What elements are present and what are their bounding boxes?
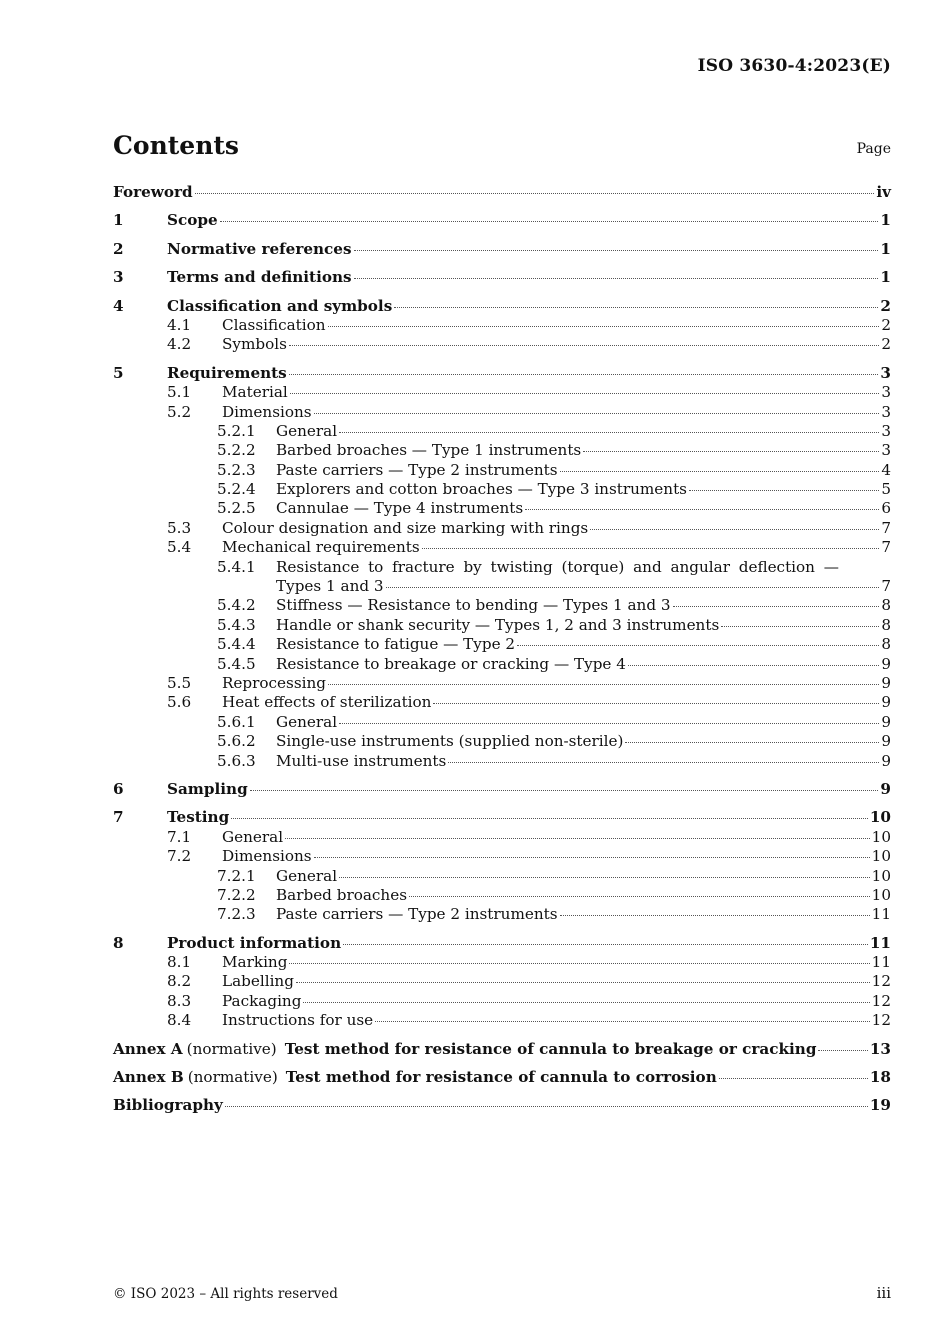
dot-leader <box>289 345 879 346</box>
section-number: 8.4 <box>167 1011 192 1030</box>
title-word: (torque) <box>561 557 625 576</box>
section-title: Mechanical requirements <box>222 538 420 557</box>
dot-leader <box>394 307 878 308</box>
section-title: General <box>222 827 284 846</box>
page-ref: 3 <box>881 383 891 402</box>
toc-entry[interactable] <box>113 953 891 972</box>
section-number: 5.2.3 <box>217 460 256 479</box>
section-number: 5 <box>113 363 124 382</box>
dot-leader <box>328 326 880 327</box>
section-title: Dimensions <box>222 402 312 421</box>
toc-entry[interactable] <box>113 538 891 557</box>
dot-leader <box>590 529 879 530</box>
section-number: 4.2 <box>167 335 192 354</box>
toc-entry[interactable] <box>113 867 891 886</box>
section-number: 5.4.5 <box>217 654 256 673</box>
title-word: Resistance <box>276 557 360 576</box>
dot-leader <box>422 548 880 549</box>
section-title: Normative references <box>167 239 352 258</box>
section-title: Sampling <box>167 779 248 798</box>
section-title: Packaging <box>222 991 302 1010</box>
title-word: by <box>463 557 482 576</box>
table-of-contents <box>113 183 891 1116</box>
title-word: to <box>368 557 384 576</box>
dot-leader <box>231 818 868 819</box>
toc-entry[interactable] <box>113 422 891 441</box>
dot-leader <box>314 857 870 858</box>
section-number: 5.2.4 <box>217 480 256 499</box>
dot-leader <box>339 877 870 878</box>
dot-leader <box>409 896 870 897</box>
page-ref: 3 <box>881 421 891 440</box>
dot-leader <box>525 509 879 510</box>
page-ref: 8 <box>881 615 891 634</box>
section-title: Resistance to breakage or cracking — Type 4 <box>276 654 626 673</box>
dot-leader <box>314 413 880 414</box>
toc-entry[interactable] <box>113 934 891 953</box>
page-ref: 9 <box>881 712 891 731</box>
section-title: Reprocessing <box>222 673 326 692</box>
section-number: 5.4.4 <box>217 635 256 654</box>
section-title: Symbols <box>222 335 287 354</box>
section-title: Classification <box>222 315 326 334</box>
title-word: fracture <box>392 557 455 576</box>
dot-leader <box>285 838 870 839</box>
section-number: 6 <box>113 779 124 798</box>
dot-leader <box>375 1021 870 1022</box>
dot-leader <box>354 278 879 279</box>
dot-leader <box>220 221 879 222</box>
page-ref: 3 <box>881 441 891 460</box>
dot-leader <box>290 393 880 394</box>
section-number: 7.2 <box>167 847 192 866</box>
section-title: Scope <box>167 211 218 230</box>
dot-leader <box>386 587 880 588</box>
toc-entry[interactable] <box>113 268 891 287</box>
dot-leader <box>250 790 879 791</box>
page-ref: 7 <box>881 538 891 557</box>
page-ref: 2 <box>881 315 891 334</box>
section-number: 8.2 <box>167 972 192 991</box>
section-number: 5.4.3 <box>217 615 256 634</box>
dot-leader <box>328 684 879 685</box>
page-ref: 6 <box>881 499 891 518</box>
page-ref: 12 <box>871 991 891 1010</box>
section-number: 5.2 <box>167 402 192 421</box>
toc-entry[interactable] <box>113 240 891 259</box>
toc-entry[interactable] <box>113 635 891 654</box>
page-ref: 3 <box>881 402 891 421</box>
section-title: Multi-use instruments <box>276 751 447 770</box>
page-column-label: Page <box>856 141 891 157</box>
toc-entry[interactable] <box>113 297 891 316</box>
page-ref: 10 <box>871 847 891 866</box>
page-ref: 3 <box>880 363 891 382</box>
annex-title: Test method for resistance of cannula to corrosion <box>285 1068 717 1087</box>
section-number: 8 <box>113 933 124 952</box>
section-number: 7.1 <box>167 827 192 846</box>
toc-entry[interactable] <box>113 847 891 866</box>
section-number: 7.2.1 <box>217 866 256 885</box>
section-number: 7.2.3 <box>217 905 256 924</box>
dot-leader <box>560 915 870 916</box>
page-ref: 7 <box>881 518 891 537</box>
dot-leader <box>628 665 879 666</box>
title-word: angular <box>670 557 730 576</box>
page-ref: 9 <box>881 751 891 770</box>
page-ref: 10 <box>871 866 891 885</box>
section-title: Requirements <box>167 363 287 382</box>
toc-entry[interactable] <box>113 596 891 615</box>
toc-annex-entry[interactable] <box>113 1068 891 1087</box>
page-ref: 5 <box>881 480 891 499</box>
section-title: Single-use instruments (supplied non-sterile) <box>276 732 624 751</box>
section-number: 5.6.3 <box>217 751 256 770</box>
title-word: deflection <box>738 557 815 576</box>
toc-entry[interactable] <box>113 441 891 460</box>
section-title: Marking <box>222 953 288 972</box>
dot-leader <box>343 944 868 945</box>
section-title: Material <box>222 383 288 402</box>
page-ref: 13 <box>869 1039 891 1058</box>
annex-normative: (normative) <box>187 1068 278 1087</box>
section-title: Paste carriers — Type 2 instruments <box>276 460 558 479</box>
toc-entry[interactable] <box>113 499 891 518</box>
page-ref: 10 <box>871 827 891 846</box>
toc-entry[interactable] <box>113 316 891 335</box>
section-number: 5.2.1 <box>217 421 256 440</box>
page-ref: 1 <box>880 268 891 287</box>
page-ref: 9 <box>881 693 891 712</box>
page-number: iii <box>876 1284 891 1302</box>
section-number: 5.1 <box>167 383 192 402</box>
section-title: Testing <box>167 808 230 827</box>
section-title: Heat effects of sterilization <box>222 693 432 712</box>
toc-entry[interactable] <box>113 183 891 202</box>
title-word: and <box>633 557 662 576</box>
dot-leader <box>289 963 869 964</box>
page-ref: 11 <box>871 953 891 972</box>
page-ref: 10 <box>871 885 891 904</box>
page-ref: 8 <box>881 596 891 615</box>
page-ref: 2 <box>881 335 891 354</box>
annex-label: Annex A <box>113 1039 183 1058</box>
page-ref: 8 <box>881 635 891 654</box>
toc-entry[interactable] <box>113 403 891 422</box>
section-number: 7.2.2 <box>217 885 256 904</box>
section-number: 5.4 <box>167 538 192 557</box>
dot-leader <box>289 374 879 375</box>
dot-leader <box>339 432 879 433</box>
page-ref: 9 <box>881 673 891 692</box>
document-id: ISO 3630-4:2023(E) <box>697 56 891 76</box>
section-number: 8.3 <box>167 991 192 1010</box>
dot-leader <box>225 1106 868 1107</box>
toc-annex-entry[interactable] <box>113 1040 891 1059</box>
toc-entry[interactable] <box>113 519 891 538</box>
toc-entry[interactable] <box>113 732 891 751</box>
dot-leader <box>517 645 879 646</box>
section-title: General <box>276 866 338 885</box>
section-number: 4 <box>113 296 124 315</box>
section-number: 5.4.1 <box>217 557 256 576</box>
page-ref: 1 <box>880 211 891 230</box>
dot-leader <box>303 1002 869 1003</box>
section-title: Classification and symbols <box>167 296 393 315</box>
dot-leader <box>448 762 879 763</box>
toc-entry[interactable] <box>113 713 891 732</box>
toc-entry[interactable] <box>113 655 891 674</box>
section-title: Stiffness — Resistance to bending — Types 1 and 3 <box>276 596 671 615</box>
annex-label: Annex B <box>113 1068 184 1087</box>
toc-entry[interactable] <box>113 480 891 499</box>
section-number: 5.3 <box>167 518 192 537</box>
toc-entry[interactable] <box>113 364 891 383</box>
section-number: 7 <box>113 808 124 827</box>
dot-leader <box>560 471 880 472</box>
toc-entry[interactable] <box>113 780 891 799</box>
title-word: — <box>823 557 839 576</box>
page-ref: 9 <box>881 654 891 673</box>
toc-entry[interactable] <box>113 616 891 635</box>
toc-entry[interactable] <box>113 828 891 847</box>
section-number: 5.6 <box>167 693 192 712</box>
section-title: Barbed broaches <box>276 885 407 904</box>
page-ref: 9 <box>880 779 891 798</box>
section-title: Colour designation and size marking with rings <box>222 518 589 537</box>
section-title: Handle or shank security — Types 1, 2 and 3 instruments <box>276 615 720 634</box>
dot-leader <box>689 490 879 491</box>
toc-entry[interactable] <box>113 383 891 402</box>
toc-entry[interactable] <box>113 972 891 991</box>
copyright-footer: © ISO 2023 – All rights reserved <box>113 1286 338 1302</box>
section-title: General <box>276 712 338 731</box>
dot-leader <box>625 742 879 743</box>
section-title: Foreword <box>113 183 193 201</box>
toc-entry[interactable] <box>113 1011 891 1030</box>
dot-leader <box>339 723 879 724</box>
section-number: 5.2.2 <box>217 441 256 460</box>
section-title: Explorers and cotton broaches — Type 3 instruments <box>276 480 687 499</box>
section-number: 8.1 <box>167 953 192 972</box>
section-title: Resistance to fatigue — Type 2 <box>276 635 516 654</box>
page-ref: 2 <box>880 296 891 315</box>
page-ref: 19 <box>869 1096 891 1115</box>
dot-leader <box>818 1050 867 1051</box>
section-number: 4.1 <box>167 315 192 334</box>
section-title: Cannulae — Type 4 instruments <box>276 499 524 518</box>
title-word: twisting <box>490 557 553 576</box>
page-ref: 18 <box>869 1068 891 1087</box>
section-title: Paste carriers — Type 2 instruments <box>276 905 558 924</box>
page-ref: 7 <box>881 577 891 596</box>
section-title: Terms and definitions <box>167 268 352 287</box>
page-ref: 12 <box>871 1011 891 1030</box>
contents-heading: Contents <box>113 131 240 160</box>
toc-entry[interactable] <box>113 211 891 230</box>
dot-leader <box>721 626 879 627</box>
dot-leader <box>195 193 875 194</box>
section-title: Barbed broaches — Type 1 instruments <box>276 441 582 460</box>
section-number: 5.6.1 <box>217 712 256 731</box>
bibliography-title: Bibliography <box>113 1096 223 1115</box>
toc-bibliography-entry[interactable] <box>113 1096 891 1115</box>
toc-entry[interactable] <box>113 674 891 693</box>
page-ref: 11 <box>871 905 891 924</box>
dot-leader <box>296 982 870 983</box>
toc-entry[interactable] <box>113 886 891 905</box>
toc-entry[interactable] <box>113 558 891 577</box>
dot-leader <box>719 1078 868 1079</box>
toc-entry-continuation[interactable] <box>113 577 891 596</box>
page-ref: 12 <box>871 972 891 991</box>
dot-leader <box>583 451 879 452</box>
section-number: 1 <box>113 211 124 230</box>
section-number: 2 <box>113 239 124 258</box>
page-ref: 9 <box>881 732 891 751</box>
section-number: 5.2.5 <box>217 499 256 518</box>
toc-entry[interactable] <box>113 335 891 354</box>
dot-leader <box>673 606 880 607</box>
section-title <box>276 558 839 577</box>
toc-entry[interactable] <box>113 992 891 1011</box>
annex-title: Test method for resistance of cannula to breakage or cracking <box>284 1039 817 1058</box>
page-ref: 11 <box>869 933 891 952</box>
toc-entry[interactable] <box>113 752 891 771</box>
dot-leader <box>433 703 879 704</box>
section-number: 5.5 <box>167 673 192 692</box>
section-title: Dimensions <box>222 847 312 866</box>
annex-normative: (normative) <box>186 1039 277 1058</box>
toc-entry[interactable] <box>113 693 891 712</box>
section-title: Product information <box>167 933 342 952</box>
toc-entry[interactable] <box>113 808 891 827</box>
page-ref: 1 <box>880 239 891 258</box>
section-title: General <box>276 421 338 440</box>
page-ref: iv <box>876 183 891 201</box>
section-title-continued: Types 1 and 3 <box>276 577 384 596</box>
dot-leader <box>354 250 879 251</box>
section-number: 5.6.2 <box>217 732 256 751</box>
section-number: 3 <box>113 268 124 287</box>
toc-entry[interactable] <box>113 905 891 924</box>
section-number: 5.4.2 <box>217 596 256 615</box>
section-title: Labelling <box>222 972 294 991</box>
section-title: Instructions for use <box>222 1011 374 1030</box>
page-ref: 4 <box>881 460 891 479</box>
toc-entry[interactable] <box>113 461 891 480</box>
page-ref: 10 <box>869 808 891 827</box>
